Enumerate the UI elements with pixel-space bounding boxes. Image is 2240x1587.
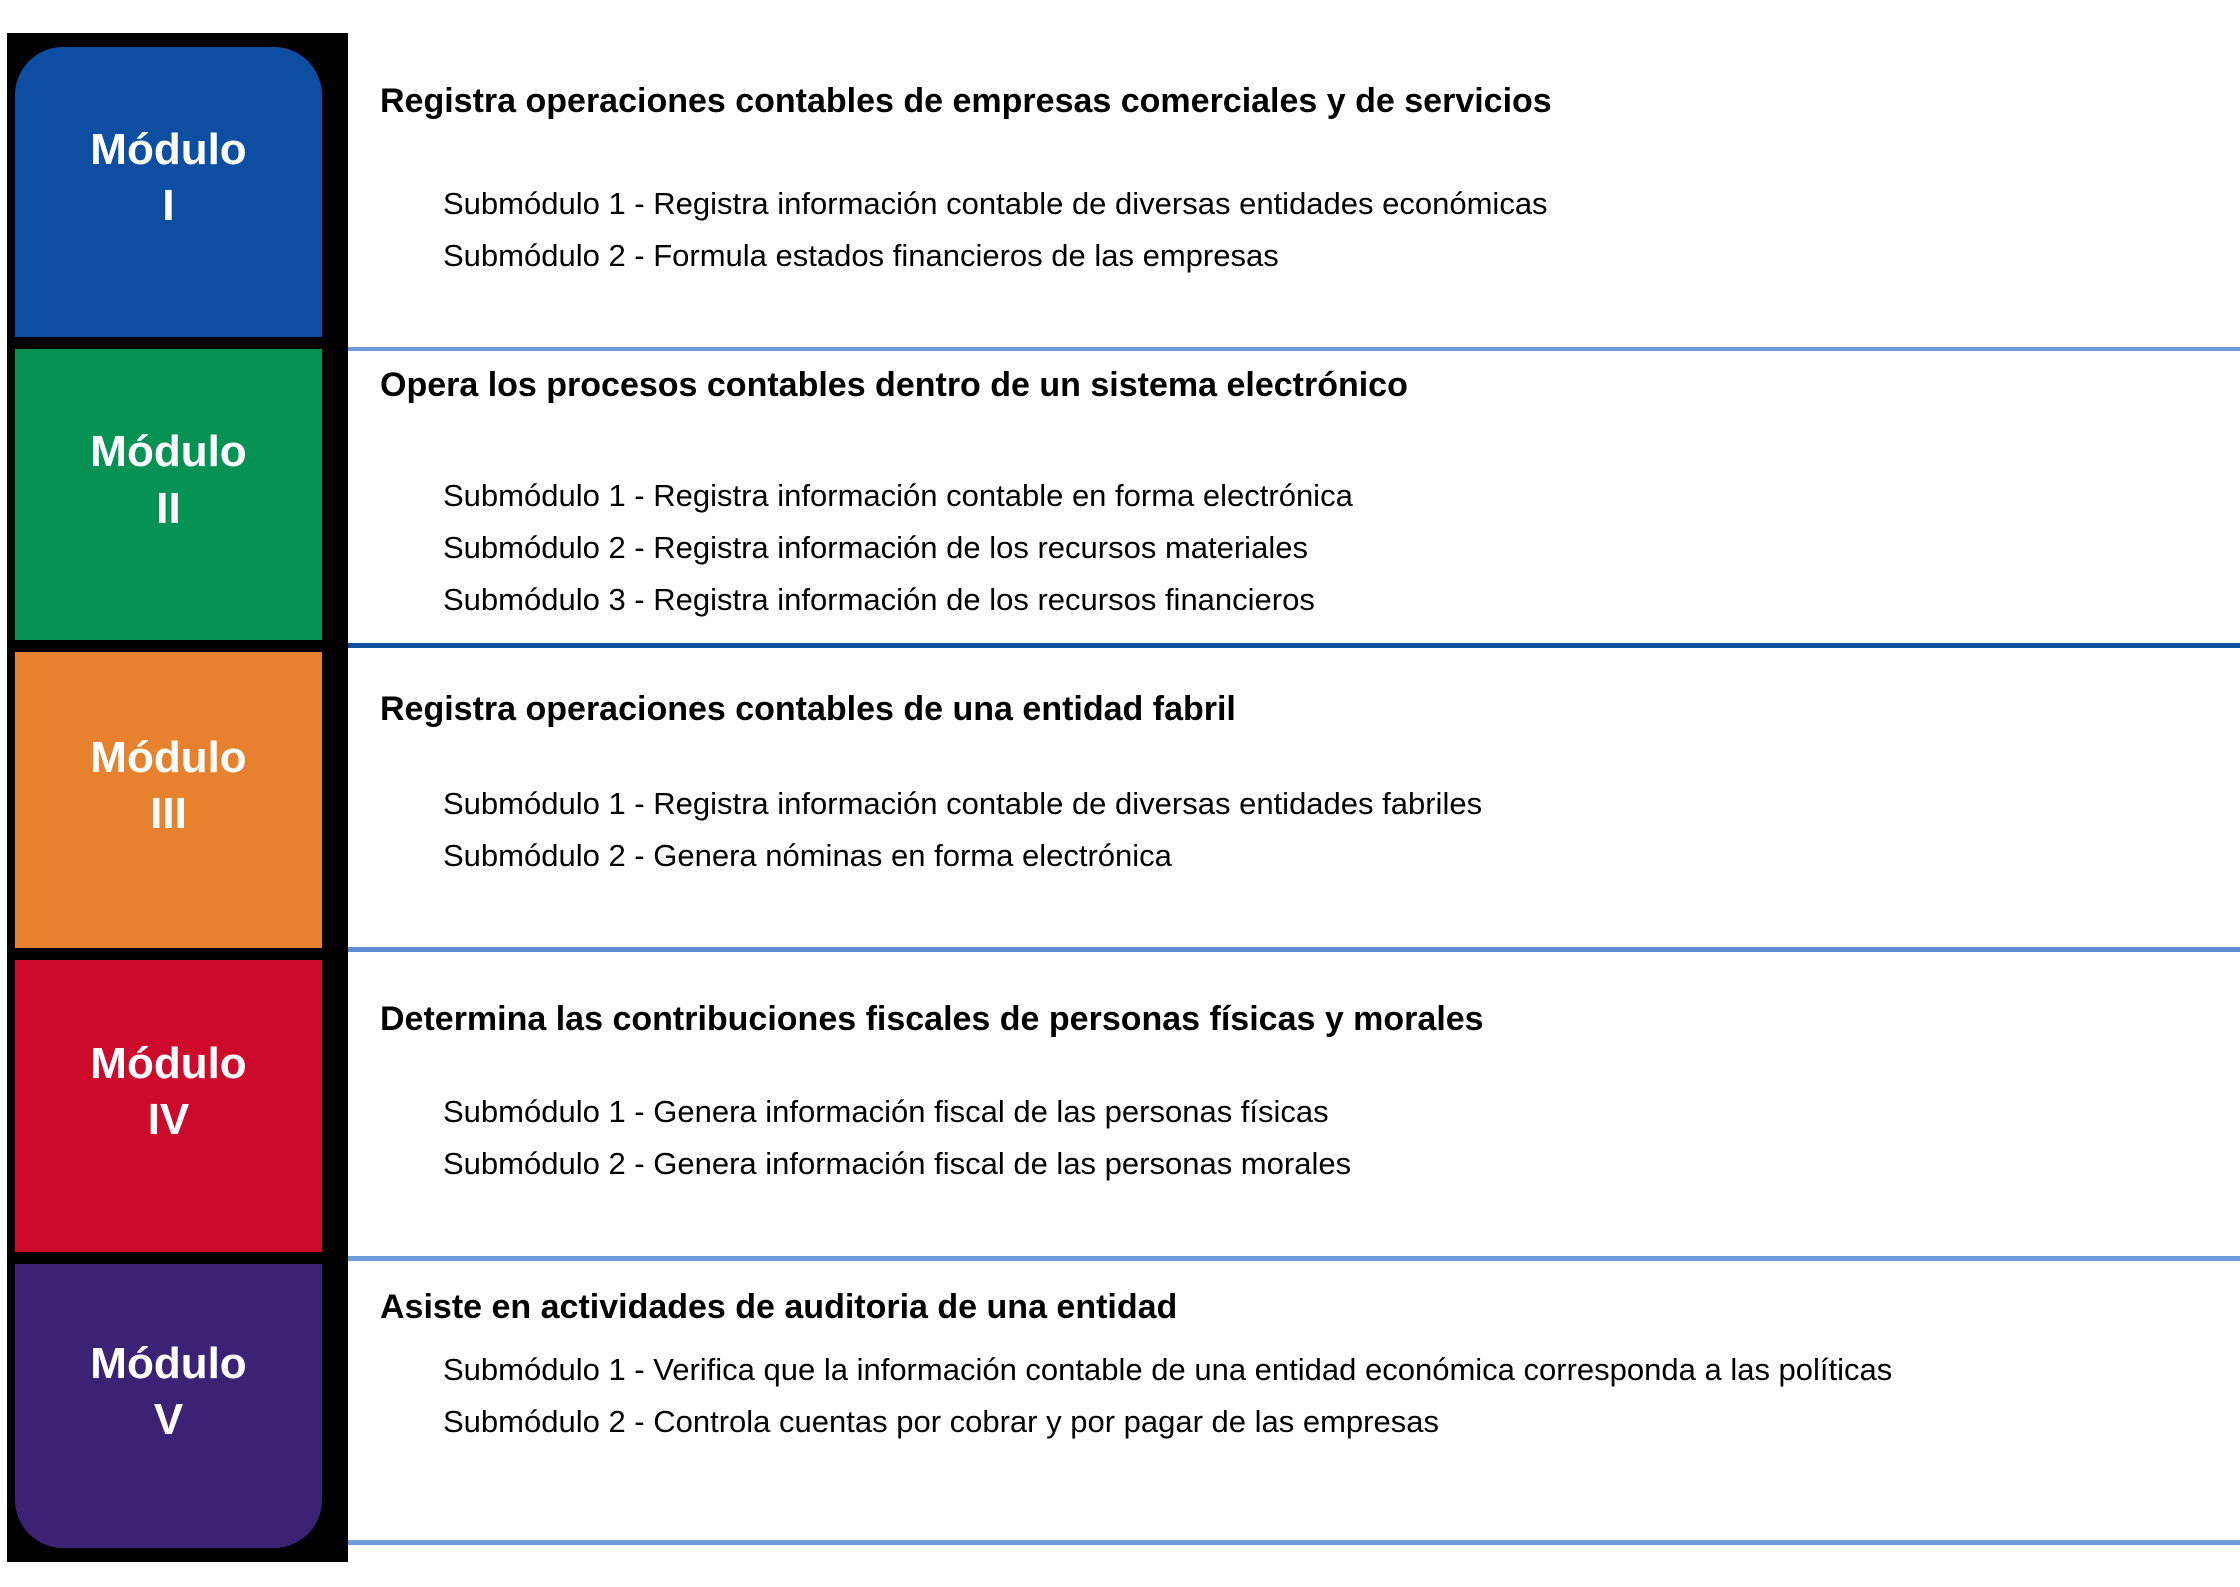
module-iii-submodule-list: [443, 786, 2223, 890]
module-iii-title: Registra operaciones contables de una entidad fabril: [380, 690, 1236, 728]
row-divider-1: [348, 347, 2240, 351]
module-word: Módulo: [90, 732, 247, 782]
module-box-ii: [15, 349, 322, 640]
module-box-v: [15, 1264, 322, 1548]
module-numeral: III: [150, 789, 187, 838]
module-v-title: Asiste en actividades de auditoria de una entidad: [380, 1288, 1178, 1326]
module-box-iii: [15, 652, 322, 948]
submodule-item: Submódulo 3 - Registra información de los recursos financieros: [443, 582, 1315, 617]
submodule-item: Submódulo 2 - Genera nóminas en forma electrónica: [443, 838, 1172, 873]
row-divider-2: [348, 643, 2240, 648]
module-word: Módulo: [90, 1038, 247, 1088]
submodule-item: Submódulo 1 - Registra información contable en forma electrónica: [443, 478, 1353, 513]
module-box-iv-label: [90, 1036, 246, 1149]
submodule-item: Submódulo 2 - Formula estados financieros de las empresas: [443, 238, 1279, 273]
module-numeral: IV: [147, 1095, 190, 1144]
module-numeral: I: [162, 181, 175, 230]
module-numeral: V: [153, 1395, 184, 1444]
submodule-item: Submódulo 2 - Controla cuentas por cobrar y por pagar de las empresas: [443, 1404, 1439, 1439]
module-i-submodule-list: [443, 186, 2223, 290]
module-v-submodule-list: [443, 1352, 2223, 1456]
module-i-title: Registra operaciones contables de empresas comerciales y de servicios: [380, 82, 1552, 120]
module-word: Módulo: [90, 124, 247, 174]
module-ii-submodule-list: [443, 478, 2223, 634]
submodule-item: Submódulo 1 - Registra información contable de diversas entidades fabriles: [443, 786, 1483, 821]
row-divider-5: [348, 1540, 2240, 1545]
row-divider-4: [348, 1256, 2240, 1261]
module-word: Módulo: [90, 427, 247, 477]
module-numeral: II: [156, 483, 181, 533]
module-box-ii-label: [90, 424, 246, 537]
module-iv-title: Determina las contribuciones fiscales de personas físicas y morales: [380, 1000, 1484, 1038]
module-ii-title: Opera los procesos contables dentro de un sistema electrónico: [380, 366, 1408, 404]
submodule-item: Submódulo 2 - Genera información fiscal de las personas morales: [443, 1146, 1352, 1181]
row-divider-3: [348, 947, 2240, 952]
module-word: Módulo: [90, 1338, 247, 1388]
module-box-iv: [15, 960, 322, 1252]
module-box-iii-label: [90, 730, 246, 843]
module-box-v-label: [90, 1336, 246, 1449]
module-box-i-label: [90, 122, 246, 235]
module-iv-submodule-list: [443, 1094, 2223, 1198]
submodule-item: Submódulo 2 - Registra información de los recursos materiales: [443, 530, 1308, 565]
module-box-i: [15, 47, 322, 337]
submodule-item: Submódulo 1 - Genera información fiscal de las personas físicas: [443, 1094, 1329, 1129]
submodule-item: Submódulo 1 - Registra información contable de diversas entidades económicas: [443, 186, 1548, 221]
submodule-item: Submódulo 1 - Verifica que la información contable de una entidad económica corresponda a las políticas: [443, 1352, 1893, 1387]
